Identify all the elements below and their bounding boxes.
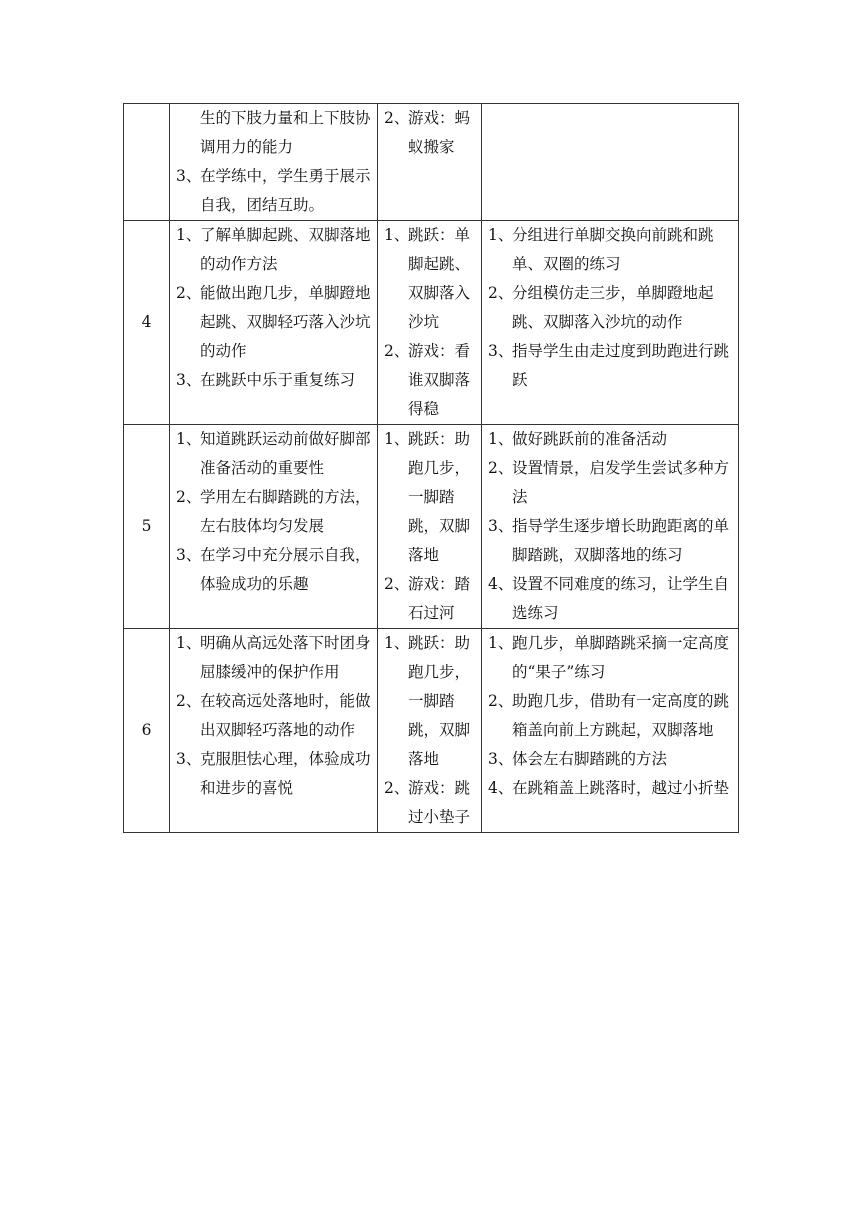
item-text: 指导学生由走过度到助跑进行跳跃: [512, 342, 730, 389]
methods-list: [482, 425, 738, 628]
item-marker: 2、: [176, 284, 202, 302]
table-row: [124, 104, 739, 221]
item-text: 做好跳跃前的准备活动: [512, 430, 668, 448]
list-item: [170, 366, 377, 395]
list-item: [170, 745, 377, 803]
item-text: 助跑几步，借助有一定高度的跳箱盖向前上方跳起，双脚落地: [512, 692, 730, 739]
goals-list: [170, 162, 377, 220]
list-item: [170, 629, 377, 687]
item-marker: 1、: [384, 226, 410, 244]
content-cell: [378, 221, 482, 425]
item-marker: 1、: [176, 430, 202, 448]
item-text: 跳跃：助跑几步，一脚踏跳，双脚落地: [408, 430, 471, 564]
goals-list: [170, 221, 377, 395]
list-item: [482, 279, 738, 337]
item-text: 克服胆怯心理，体验成功和进步的喜悦: [200, 750, 371, 797]
item-text: 明确从高远处落下时团身屈膝缓冲的保护作用: [200, 634, 371, 681]
content-list: [378, 425, 481, 628]
list-item: [482, 454, 738, 512]
content-cell: [378, 629, 482, 833]
item-text: 游戏：蚂蚁搬家: [408, 109, 471, 156]
content-list: [378, 104, 481, 162]
item-marker: 1、: [384, 634, 410, 652]
item-marker: 1、: [176, 634, 202, 652]
list-item: [378, 629, 481, 774]
item-marker: 3、: [176, 167, 202, 185]
item-text: 设置不同难度的练习，让学生自选练习: [512, 575, 730, 622]
list-item: [378, 104, 481, 162]
item-text: 跑几步，单脚踏跳采摘一定高度的“果子”练习: [512, 634, 730, 681]
item-marker: 2、: [176, 488, 202, 506]
item-text: 游戏：跳过小垫子: [408, 779, 471, 826]
item-marker: 3、: [176, 546, 202, 564]
item-marker: 2、: [384, 575, 410, 593]
table-row: [124, 629, 739, 833]
list-item: [378, 570, 481, 628]
item-marker: 3、: [176, 371, 202, 389]
goals-list: [170, 425, 377, 599]
lesson-plan-table: [123, 103, 739, 833]
methods-cell: [482, 629, 739, 833]
list-item: [482, 512, 738, 570]
list-item: [482, 337, 738, 395]
item-marker: 2、: [384, 109, 410, 127]
item-marker: 1、: [488, 634, 514, 652]
item-text: 游戏：看谁双脚落得稳: [408, 342, 471, 418]
list-item: [482, 221, 738, 279]
list-item: [378, 425, 481, 570]
methods-list: [482, 221, 738, 395]
content-list: [378, 221, 481, 424]
methods-cell: [482, 425, 739, 629]
item-text: 在较高远处落地时，能做出双脚轻巧落地的动作: [200, 692, 371, 739]
item-text: 分组模仿走三步，单脚蹬地起跳、双脚落入沙坑的动作: [512, 284, 714, 331]
item-text: 游戏：踏石过河: [408, 575, 471, 622]
item-text: 在跳跃中乐于重复练习: [200, 371, 356, 389]
item-text: 设置情景，启发学生尝试多种方法: [512, 459, 730, 506]
item-text: 学用左右脚踏跳的方法，左右肢体均匀发展: [200, 488, 371, 535]
item-text: 了解单脚起跳、双脚落地的动作方法: [200, 226, 371, 273]
item-marker: 1、: [384, 430, 410, 448]
item-text: 跳跃：助跑几步，一脚踏跳，双脚落地: [408, 634, 471, 768]
list-item: [482, 570, 738, 628]
list-item: [482, 629, 738, 687]
item-marker: 1、: [176, 226, 202, 244]
goal-continuation-text: 生的下肢力量和上下肢协调用力的能力: [200, 109, 371, 156]
item-marker: 2、: [384, 779, 410, 797]
list-item: [482, 774, 738, 803]
list-item: [482, 425, 738, 454]
item-marker: 2、: [488, 692, 514, 710]
item-marker: 1、: [488, 430, 514, 448]
content-list: [378, 629, 481, 832]
list-item: [170, 162, 377, 220]
goals-list: [170, 629, 377, 803]
list-item: [378, 221, 481, 337]
item-marker: 3、: [488, 750, 514, 768]
list-item: [170, 687, 377, 745]
item-text: 在学练中，学生勇于展示自我，团结互助。: [200, 167, 371, 214]
table-row: [124, 221, 739, 425]
list-item: [378, 774, 481, 832]
item-marker: 3、: [176, 750, 202, 768]
item-text: 知道跳跃运动前做好脚部准备活动的重要性: [200, 430, 371, 477]
list-item: [170, 221, 377, 279]
item-text: 体会左右脚踏跳的方法: [512, 750, 668, 768]
goals-cell: [170, 104, 378, 221]
item-marker: 1、: [488, 226, 514, 244]
list-item: [170, 279, 377, 366]
item-marker: 4、: [488, 575, 514, 593]
item-marker: 3、: [488, 517, 514, 535]
lesson-number-cell: 4: [124, 221, 170, 425]
list-item: [482, 745, 738, 774]
goals-cell: [170, 425, 378, 629]
item-text: 指导学生逐步增长助跑距离的单脚踏跳，双脚落地的练习: [512, 517, 730, 564]
list-item: [170, 483, 377, 541]
content-cell: [378, 104, 482, 221]
methods-cell: [482, 104, 739, 221]
goals-cell: [170, 629, 378, 833]
table-row: [124, 425, 739, 629]
item-text: 在跳箱盖上跳落时，越过小折垫: [512, 779, 730, 797]
lesson-number-cell: [124, 104, 170, 221]
goals-cell: [170, 221, 378, 425]
lesson-number-cell: 6: [124, 629, 170, 833]
item-text: 分组进行单脚交换向前跳和跳单、双圈的练习: [512, 226, 714, 273]
list-item: [170, 425, 377, 483]
item-marker: 2、: [176, 692, 202, 710]
methods-list: [482, 629, 738, 803]
item-text: 跳跃：单脚起跳、双脚落入沙坑: [408, 226, 471, 331]
item-text: 在学习中充分展示自我，体验成功的乐趣: [200, 546, 371, 593]
list-item: [378, 337, 481, 424]
item-marker: 3、: [488, 342, 514, 360]
list-item: [170, 541, 377, 599]
content-cell: [378, 425, 482, 629]
item-marker: 2、: [384, 342, 410, 360]
item-marker: 4、: [488, 779, 514, 797]
list-item: [482, 687, 738, 745]
item-text: 能做出跑几步，单脚蹬地起跳、双脚轻巧落入沙坑的动作: [200, 284, 371, 360]
methods-cell: [482, 221, 739, 425]
item-marker: 2、: [488, 284, 514, 302]
lesson-number-cell: 5: [124, 425, 170, 629]
table-body: [124, 104, 739, 833]
item-marker: 2、: [488, 459, 514, 477]
